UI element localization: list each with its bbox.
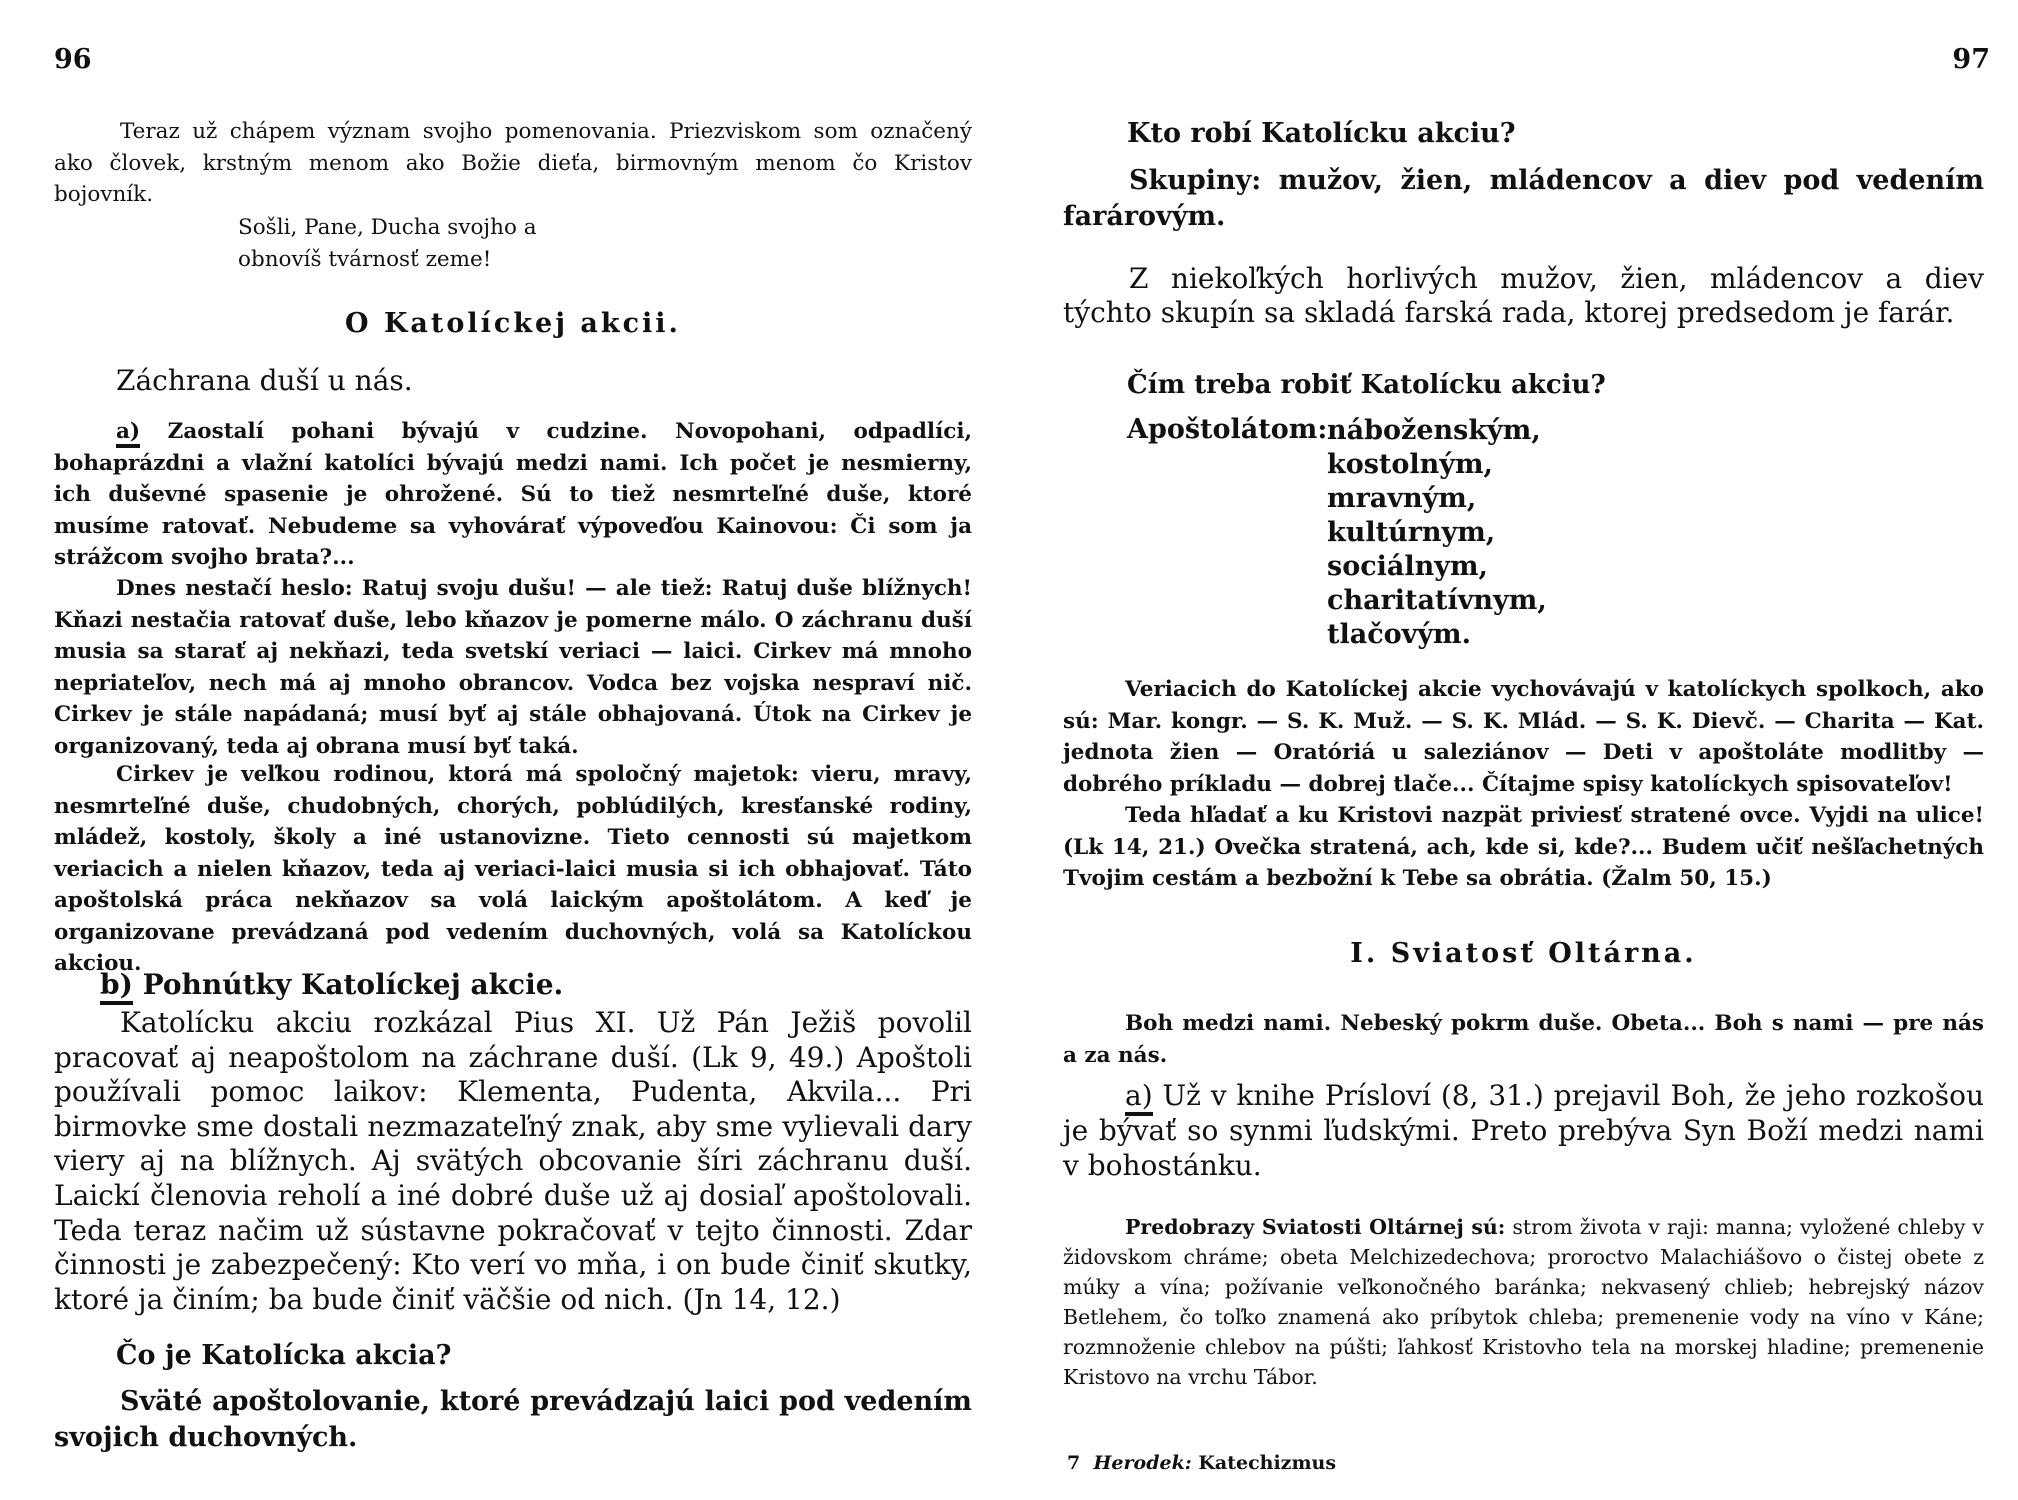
point-text: Zaostalí pohani bývajú v cudzine. Novopohani, odpadlíci, bohaprázdni a vlažní katolíci bývajú medzi nami. Ich počet je nesmierny, ich duševné spasenie je ohrožené. Sú to tiež nesmrteľné duše, ktoré musíme ratovať. Nebudeme sa vyhovárať výpoveďou Kainovou: Či som ja strážcom svojho brata?... xyxy=(54,419,972,570)
question: Čo je Katolícka akcia? xyxy=(116,1340,452,1371)
predobrazy-text: strom života v raji: manna; vyložené chleby v židovskom chráme; obeta Melchizedechova; proroctvo Malachiášovo o čistej obete z múky a vína; požívanie veľkonočného baránka; nekvasený chlieb; hebrejský názov Betlehem, čo toľko znamená ako príbytok chleba; premenenie vody na víno v Káne; rozmnoženie chlebov na púšti; ľahkosť Kristovho tela na morskej hladine; premenenie Kristovo na vrchu Tábor. xyxy=(1063,1215,1984,1389)
predobrazy-label: Predobrazy Sviatosti Oltárnej sú: xyxy=(1125,1215,1506,1239)
paragraph-cirkev: Cirkev je veľkou rodinou, ktorá má spoločný majetok: vieru, mravy, nesmrteľné duše, chudobných, chorých, poblúdilých, kresťanské rodiny, mládež, kostoly, školy a iné ustanovizne. Tieto cennosti sú majetkom veriacich a nielen kňazov, teda aj veriaci-laici musia si ich obhajovať. Táto apoštolská práca nekňazov sa volá laickým apoštolátom. A keď je organizovane prevádzaná pod vedením duchovných, volá sa Katolíckou akciou. xyxy=(54,762,972,976)
paragraph-rada: Z niekoľkých horlivých mužov, žien, mládencov a diev týchto skupín sa skladá farská rada, ktorej predsedom je farár. xyxy=(1063,262,1984,329)
prayer-line: obnovíš tvárnosť zeme! xyxy=(238,246,492,272)
subheading: Záchrana duší u nás. xyxy=(116,364,413,397)
point-text: Už v knihe Prísloví (8, 31.) prejavil Boh, že jeho rozkošou je bývať so synmi ľudskými. Preto prebýva Syn Boží medzi nami v bohostánku. xyxy=(1063,1079,1984,1182)
prayer-line: Sošli, Pane, Ducha svojho a xyxy=(238,215,537,240)
answer: Skupiny: mužov, žien, mládencov a diev pod vedením farárovým. xyxy=(1063,165,1984,232)
list-item: sociálnym, xyxy=(1327,551,1488,582)
question: Čím treba robiť Katolícku akciu? xyxy=(1127,370,1606,400)
footer xyxy=(1067,1452,1336,1474)
question: Kto robí Katolícku akciu? xyxy=(1127,118,1516,149)
point-label: a) xyxy=(116,419,140,448)
list-item: mravným, xyxy=(1327,483,1477,514)
footer-author: Herodek: xyxy=(1093,1452,1192,1474)
paragraph-teda: Teda hľadať a ku Kristovi nazpät priviesť stratené ovce. Vyjdi na ulice! (Lk 14, 21.) Ovečka stratená, ach, kde si, kde?... Budem učiť nešľachetných Tvojim cestám a bezbožní k Tebe sa obrátia. (Žalm 50, 15.) xyxy=(1063,803,1984,891)
list-item: kultúrnym, xyxy=(1327,517,1496,548)
predobrazy xyxy=(1063,1212,1984,1392)
answer: Sväté apoštolovanie, ktoré prevádzajú laici pod vedením svojich duchovných. xyxy=(54,1386,972,1453)
point-heading-text: Pohnútky Katolíckej akcie. xyxy=(142,968,564,1001)
apostolat-label: Apoštolátom: xyxy=(1127,414,1328,445)
page-number: 96 xyxy=(54,44,92,75)
prayer xyxy=(238,212,838,275)
page-number: 97 xyxy=(1952,44,1990,75)
intro-paragraph: Teraz už chápem význam svojho pomenovania. Priezviskom som označený ako človek, krstným menom ako Božie dieťa, birmovným menom čo Kristov bojovník. xyxy=(54,119,972,207)
list-item: náboženským, xyxy=(1327,415,1541,446)
list-item: tlačovým. xyxy=(1327,619,1472,650)
point-a2 xyxy=(1063,1078,1984,1183)
right-page xyxy=(1009,0,2018,1500)
footer-number: 7 xyxy=(1067,1452,1081,1474)
list-item: kostolným, xyxy=(1327,449,1493,480)
point-label: b) xyxy=(100,968,133,1005)
paragraph-b: Katolícku akciu rozkázal Pius XI. Už Pán Ježiš povolil pracovať aj neapoštolom na záchrane duší. (Lk 9, 49.) Apoštoli používali pomoc laikov: Klementa, Pudenta, Akvila... Pri birmovke sme dostali nezmazateľný znak, aby sme vylievali dary viery aj na blížnych. Aj svätých obcovanie šíri záchranu duší. Laickí členovia reholí a iné dobré duše už aj dosiaľ apoštolovali. Teda teraz načim už sústavne pokračovať v tejto činnosti. Zdar činnosti je zabezpečený: Kto verí vo mňa, i on bude činiť skutky, ktoré ja činím; ba bude činiť väčšie od nich. (Jn 14, 12.) xyxy=(54,1006,972,1316)
apostolat-list xyxy=(1327,414,1547,652)
paragraph-boh: Boh medzi nami. Nebeský pokrm duše. Obeta... Boh s nami — pre nás a za nás. xyxy=(1063,1011,1984,1068)
section-heading: O Katolíckej akcii. xyxy=(345,308,681,339)
list-item: charitatívnym, xyxy=(1327,585,1547,616)
paragraph-veriacich: Veriacich do Katolíckej akcie vychovávajú v katolíckych spolkoch, ako sú: Mar. kongr. — S. K. Muž. — S. K. Mlád. — S. K. Dievč. — Charita — Kat. jednota žien — Oratóriá u saleziánov — Deti v apoštoláte modlitby — dobrého príkladu — dobrej tlače... Čítajme spisy katolíckych spisovateľov! xyxy=(1063,677,1984,797)
footer-title: Katechizmus xyxy=(1198,1452,1337,1474)
point-a xyxy=(54,416,972,574)
section-heading: I. Sviatosť Oltárna. xyxy=(1350,938,1697,969)
paragraph-dnes: Dnes nestačí heslo: Ratuj svoju dušu! — ale tiež: Ratuj duše blížnych! Kňazi nestačia ratovať duše, lebo kňazov je pomerne málo. O záchranu duší musia sa starať aj nekňazi, teda svetskí veriaci — laici. Cirkev má mnoho nepriateľov, nech má aj mnoho obrancov. Vodca bez vojska nespraví nič. Cirkev je stále napádaná; musí byť aj stále obhajovaná. Útok na Cirkev je organizovaný, teda aj obrana musí byť taká. xyxy=(54,576,972,759)
point-b-heading xyxy=(100,968,563,1001)
point-label: a) xyxy=(1125,1079,1153,1116)
